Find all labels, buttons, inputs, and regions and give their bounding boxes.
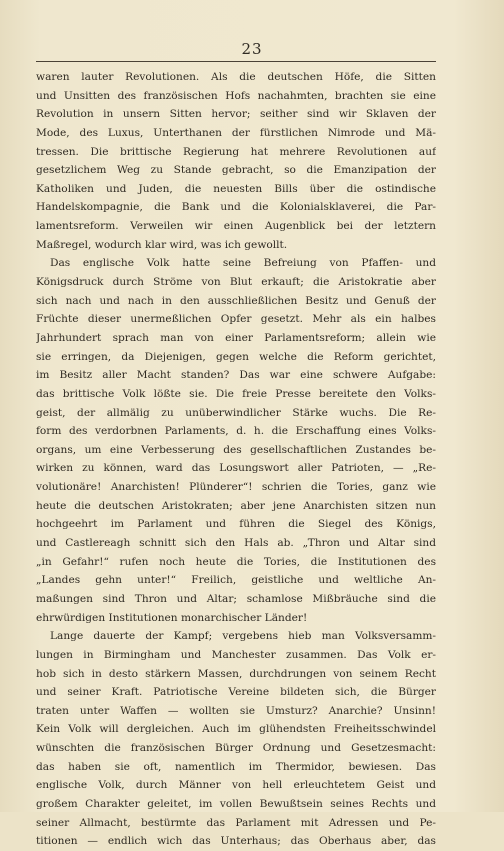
paragraph <box>36 254 436 627</box>
text-line: seiner Allmacht, bestürmte das Parlament mit Adressen und Pe- <box>36 816 436 829</box>
text-line: Handelskompagnie, die Bank und die Kolonialsklaverei, die Par- <box>36 201 436 214</box>
text-line: Jahrhundert sprach man von einer Parlamentsreform; allein wie <box>36 331 436 344</box>
paragraph <box>36 68 436 254</box>
text-line: das haben sie oft, namentlich im Thermidor, bewiesen. Das <box>36 760 436 773</box>
text-line: Das englische Volk hatte seine Befreiung von Pfaffen- und <box>50 257 436 270</box>
text-line: geist, der allmälig zu unüberwindlicher Stärke wuchs. Die Re- <box>36 406 436 419</box>
text-line: volutionäre! Anarchisten! Plünderer“! schrien die Tories, ganz wie <box>36 481 436 494</box>
paragraph <box>36 627 436 851</box>
text-line: und Castlereagh schnitt sich den Hals ab. „Thron und Altar sind <box>36 537 436 550</box>
text-line: und seiner Kraft. Patriotische Vereine bildeten sich, die Bürger <box>36 686 436 699</box>
text-line: form des verdorbnen Parlaments, d. h. die Erschaffung eines Volks- <box>36 425 436 438</box>
header-rule <box>36 61 436 62</box>
text-line: und Unsitten des französischen Hofs nachahmten, brachten sie eine <box>36 89 436 102</box>
text-line: ehrwürdigen Institutionen monarchischer Länder! <box>36 611 308 624</box>
text-line: Revolution in unsern Sitten hervor; seither sind wir Sklaven der <box>36 108 436 121</box>
text-line: Mode, des Luxus, Unterthanen der fürstlichen Nimrode und Mä- <box>36 126 436 139</box>
text-line: gesetzlichem Weg zu Stande gebracht, so die Emanzipation der <box>36 164 436 177</box>
text-line: maßungen sind Thron und Altar; schamlose Mißbräuche sind die <box>36 592 436 605</box>
text-line: organs, um eine Verbesserung des gesellschaftlichen Zustandes be- <box>36 443 436 456</box>
text-line: heute die deutschen Aristokraten; aber jene Anarchisten sitzen nun <box>36 499 436 512</box>
text-line: sie erringen, da Diejenigen, gegen welche die Reform gerichtet, <box>36 350 436 363</box>
text-line: das brittische Volk lößte sie. Die freie Presse bereitete den Volks- <box>36 387 436 400</box>
text-line: Königsdruck durch Ströme von Blut erkauft; die Aristokratie aber <box>36 276 436 289</box>
text-line: wirken zu können, ward das Losungswort aller Patrioten, — „Re- <box>36 462 436 475</box>
text-line: „Landes gehn unter!“ Freilich, geistliche und weltliche An- <box>36 574 436 587</box>
text-line: lungen in Birmingham und Manchester zusammen. Das Volk er- <box>36 648 436 661</box>
text-line: traten unter Waffen — wollten sie Umsturz? Anarchie? Unsinn! <box>36 704 436 717</box>
text-line: waren lauter Revolutionen. Als die deutschen Höfe, die Sitten <box>36 71 436 83</box>
text-line: hochgeehrt im Parlament und führen die Siegel des Königs, <box>36 518 436 531</box>
text-line: Lange dauerte der Kampf; vergebens hieb man Volksversamm- <box>50 630 436 643</box>
text-line: Kein Volk will dergleichen. Auch im glühendsten Freiheitsschwindel <box>36 723 436 736</box>
text-line: englische Volk, durch Männer von hell erleuchtetem Geist und <box>36 779 436 792</box>
text-line: titionen — endlich wich das Unterhaus; das Oberhaus aber, das <box>36 835 436 848</box>
text-line: tressen. Die brittische Regierung hat mehrere Revolutionen auf <box>36 145 436 158</box>
text-line: Früchte dieser unermeßlichen Opfer gesetzt. Mehr als ein halbes <box>36 313 436 326</box>
text-line: Maßregel, wodurch klar wird, was ich gewollt. <box>36 238 288 251</box>
text-line: Katholiken und Juden, die neuesten Bills über die ostindische <box>36 182 436 195</box>
text-line: sich nach und nach in den ausschließlichen Besitz und Genuß der <box>36 294 436 307</box>
page-number: 23 <box>241 40 263 58</box>
text-line: lamentsreform. Verweilen wir einen Augenblick bei der letztern <box>36 220 436 233</box>
body-text <box>36 68 436 851</box>
text-line: wünschten die französischen Bürger Ordnung und Gesetzesmacht: <box>36 742 436 755</box>
text-line: großem Charakter geleitet, im vollen Bewußtsein seines Rechts und <box>36 797 436 810</box>
text-line: hob sich in desto stärkern Massen, durchdrungen von seinem Recht <box>36 667 436 680</box>
text-line: „in Gefahr!“ rufen noch heute die Tories, die Institutionen des <box>36 555 436 568</box>
text-line: im Besitz aller Macht standen? Das war eine schwere Aufgabe: <box>36 369 436 382</box>
